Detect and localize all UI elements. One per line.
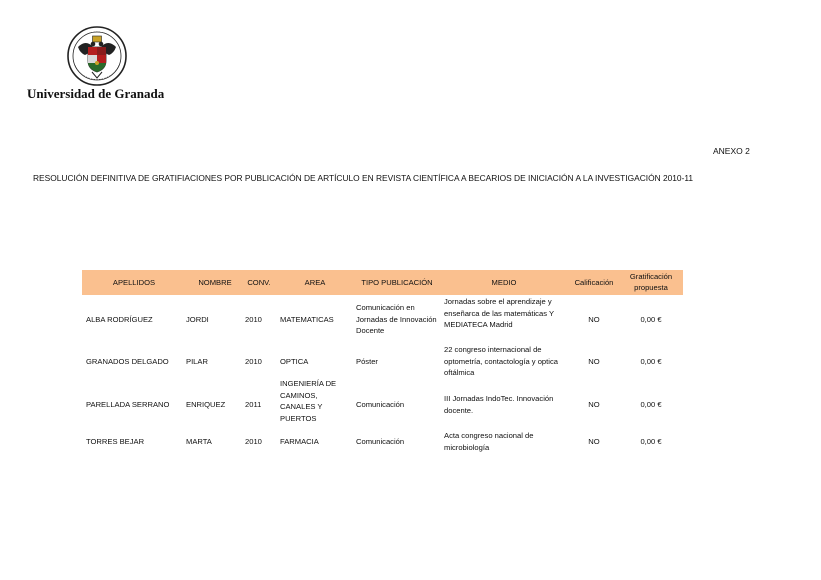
cell-area: MATEMATICAS xyxy=(280,315,334,324)
cell-tipo: Comunicación en Jornadas de Innovación Docente xyxy=(356,303,437,335)
column-header-area: AREA xyxy=(304,278,326,287)
grants-table xyxy=(82,270,683,461)
university-seal-icon xyxy=(66,25,128,87)
cell-calificacion: NO xyxy=(588,400,600,409)
column-header-nombre: NOMBRE xyxy=(198,278,232,287)
cell-apellidos: TORRES BEJAR xyxy=(86,437,145,446)
cell-conv: 2010 xyxy=(245,315,262,324)
column-header-tipo: TIPO PUBLICACIÓN xyxy=(361,278,433,287)
cell-nombre: MARTA xyxy=(186,437,212,446)
cell-gratificacion: 0,00 € xyxy=(640,357,662,366)
column-header-gratificacion: Gratificación propuesta xyxy=(629,272,673,292)
cell-conv: 2011 xyxy=(245,400,262,409)
cell-apellidos: PARELLADA SERRANO xyxy=(86,400,170,409)
table-row xyxy=(82,381,683,431)
cell-nombre: JORDI xyxy=(186,315,209,324)
cell-medio: III Jornadas IndoTec. Innovación docente. xyxy=(444,394,554,415)
annex-label: ANEXO 2 xyxy=(713,146,750,156)
cell-area: FARMACIA xyxy=(280,437,319,446)
cell-tipo: Comunicación xyxy=(356,437,405,446)
cell-calificacion: NO xyxy=(588,315,600,324)
cell-nombre: ENRIQUEZ xyxy=(186,400,226,409)
cell-medio: Jornadas sobre el aprendizaje y enseñarca de las matemáticas Y MEDIATECA Madrid xyxy=(444,297,554,329)
table-row xyxy=(82,295,683,345)
resolution-title: RESOLUCIÓN DEFINITIVA DE GRATIFIACIONES POR PUBLICACIÓN DE ARTÍCULO EN REVISTA CIENTÍFICA A BECARIOS DE INICIACIÓN A LA INVESTIGACIÓN 2010-11 xyxy=(33,173,694,183)
column-header-medio: MEDIO xyxy=(491,278,517,287)
cell-gratificacion: 0,00 € xyxy=(640,315,662,324)
cell-medio: 22 congreso internacional de optometría, contactología y optica oftálmica xyxy=(444,345,558,377)
cell-calificacion: NO xyxy=(588,357,600,366)
column-header-calificacion: Calificación xyxy=(574,278,614,287)
table-row xyxy=(82,431,683,461)
cell-conv: 2010 xyxy=(245,437,262,446)
cell-tipo: Comunicación xyxy=(356,400,405,409)
cell-gratificacion: 0,00 € xyxy=(640,437,662,446)
table-row xyxy=(82,345,683,381)
cell-gratificacion: 0,00 € xyxy=(640,400,662,409)
cell-area: INGENIERÍA DE CAMINOS, CANALES Y PUERTOS xyxy=(280,379,337,423)
column-header-apellidos: APELLIDOS xyxy=(112,278,156,287)
cell-area: OPTICA xyxy=(280,357,309,366)
cell-apellidos: GRANADOS DELGADO xyxy=(86,357,169,366)
column-header-conv: CONV. xyxy=(247,278,271,287)
cell-medio: Acta congreso nacional de microbiología xyxy=(444,431,534,452)
cell-nombre: PILAR xyxy=(186,357,208,366)
cell-calificacion: NO xyxy=(588,437,600,446)
cell-tipo: Póster xyxy=(356,357,378,366)
university-name: Universidad de Granada xyxy=(27,86,165,101)
cell-conv: 2010 xyxy=(245,357,262,366)
cell-apellidos: ALBA RODRÍGUEZ xyxy=(86,315,153,324)
table-header xyxy=(82,270,683,295)
